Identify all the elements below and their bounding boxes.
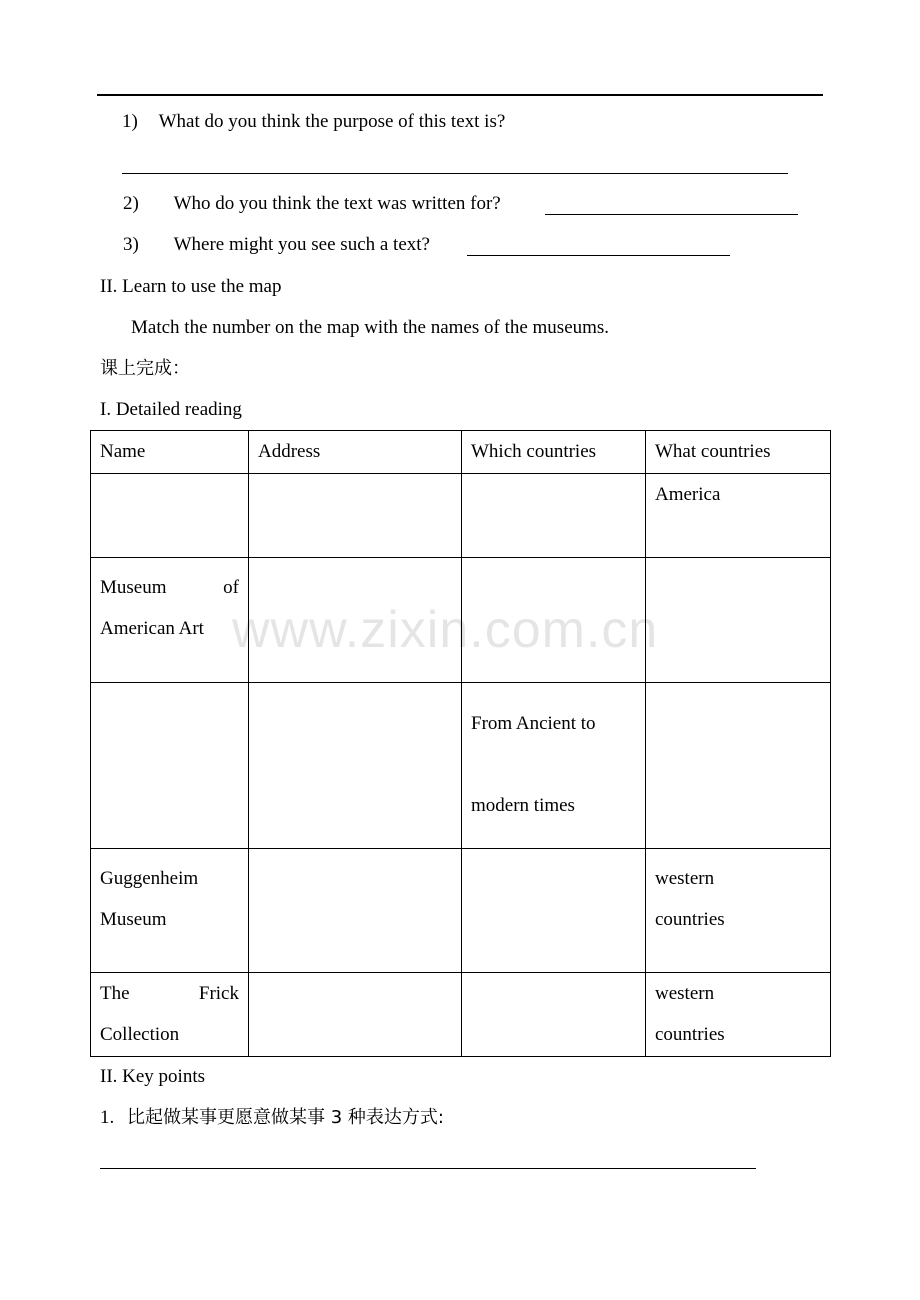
table-row (91, 474, 831, 558)
table-cell: western countries (646, 849, 831, 973)
class-label: 课上完成： (100, 358, 190, 379)
table-cell[interactable] (249, 558, 462, 683)
table-cell[interactable] (462, 474, 646, 558)
table-cell[interactable] (462, 973, 646, 1057)
table-row (91, 849, 831, 973)
key-point-1-number: 1. (100, 1107, 115, 1128)
section-key-heading: II. Key points (100, 1066, 206, 1087)
table-cell[interactable] (91, 474, 249, 558)
header-what-countries: What countries (646, 431, 831, 474)
table-cell: Guggenheim Museum (91, 849, 249, 973)
answer-blank-1[interactable] (122, 173, 788, 174)
table-cell[interactable] (462, 558, 646, 683)
key-point-1-text: 比起做某事更愿意做某事 3 种表达方式: (127, 1107, 444, 1128)
section-map-instruction: Match the number on the map with the names of the museums. (131, 317, 610, 338)
question-1-text: What do you think the purpose of this text is? (158, 111, 506, 132)
table-cell: America (646, 474, 831, 558)
question-2-text: Who do you think the text was written for? (173, 193, 501, 214)
question-1 (122, 110, 505, 134)
table-cell: Museum of American Art (91, 558, 249, 683)
key-point-1 (100, 1106, 444, 1130)
table-cell[interactable] (91, 683, 249, 849)
question-3 (123, 233, 430, 257)
watermark: www.zixin.com.cn (232, 601, 659, 659)
question-2-number: 2) (123, 193, 139, 214)
table-cell[interactable] (249, 849, 462, 973)
question-2 (123, 192, 501, 216)
question-3-number: 3) (123, 234, 139, 255)
section-reading-heading: I. Detailed reading (100, 399, 242, 420)
section-map-heading: II. Learn to use the map (100, 276, 282, 297)
table-cell[interactable] (646, 558, 831, 683)
table-row (91, 558, 831, 683)
table-cell: From Ancient to modern times (462, 683, 646, 849)
question-1-number: 1) (122, 111, 138, 132)
question-3-text: Where might you see such a text? (173, 234, 430, 255)
table-cell[interactable] (249, 973, 462, 1057)
detailed-reading-table (90, 430, 831, 1057)
header-name: Name (91, 431, 249, 474)
top-rule (97, 94, 823, 96)
table-row (91, 973, 831, 1057)
table-cell[interactable] (249, 474, 462, 558)
table-header-row (91, 431, 831, 474)
table-row (91, 683, 831, 849)
answer-blank-key-1[interactable] (100, 1168, 756, 1169)
answer-blank-2[interactable] (545, 214, 798, 215)
table-cell[interactable] (249, 683, 462, 849)
header-address: Address (249, 431, 462, 474)
header-which-countries: Which countries (462, 431, 646, 474)
table-cell[interactable] (646, 683, 831, 849)
answer-blank-3[interactable] (467, 255, 730, 256)
table-cell[interactable] (462, 849, 646, 973)
table-cell: western countries (646, 973, 831, 1057)
table-cell: The Frick Collection (91, 973, 249, 1057)
